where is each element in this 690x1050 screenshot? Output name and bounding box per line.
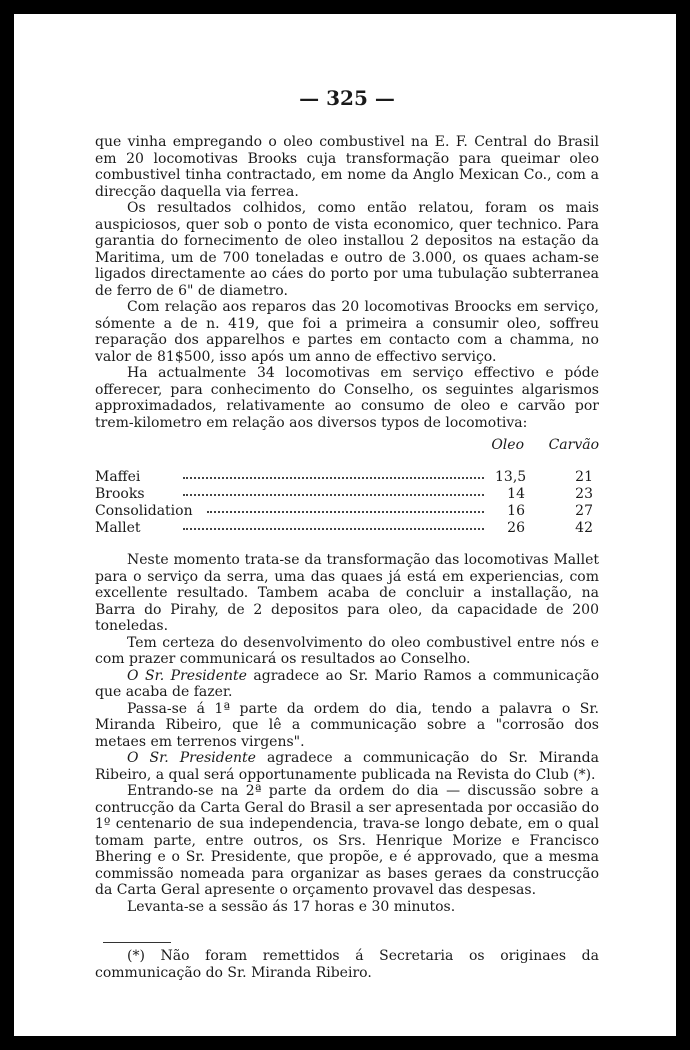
row-carvao: 42 [575, 520, 593, 536]
paragraph-3: Com relação aos reparos das 20 locomotivas Broocks em serviço, sómente a de n. 419, que foi a primeira a consumir oleo, soffreu reparação dos apparelhos e partes em contacto com a chamma, no valor de 81$500, isso após um anno de effectivo serviço. [95, 299, 599, 365]
speaker-title: O Sr. Presidente [127, 750, 256, 766]
row-oleo: 14 [507, 486, 525, 502]
dot-leader [207, 511, 484, 513]
paragraph-block-1 [95, 134, 599, 431]
table-row [95, 486, 599, 503]
paragraph-2: Os resultados colhidos, como então relatou, foram os mais auspiciosos, quer sob o ponto de vista economico, quer technico. Para garantia do fornecimento de oleo installou 2 depositos na estação da Maritima, um de 700 toneladas e outro de 3.000, os quaes acham-se ligados directamente ao cáes do porto por uma tubulação subterranea de ferro de 6" de diametro. [95, 200, 599, 299]
row-oleo: 16 [507, 503, 525, 519]
page-number: — 325 — [299, 86, 395, 110]
paragraph-5: Neste momento trata-se da transformação das locomotivas Mallet para o serviço da serra, uma das quaes já está em experiencias, com excellente resultado. Tambem acaba de concluir a installação, na Barra do Pirahy, de 2 depositos para oleo, da capacidade de 200 toneledas. [95, 552, 599, 634]
paragraph-6: Tem certeza do desenvolvimento do oleo combustivel entre nós e com prazer communicará os resultados ao Conselho. [95, 634, 599, 667]
footnote: (*) Não foram remettidos á Secretaria os originaes da communicação do Sr. Miranda Ribeiro. [95, 948, 599, 981]
paragraph-10: Entrando-se na 2ª parte da ordem do dia — discussão sobre a contrucção da Carta Geral do Brasil a ser apresentada por occasião do 1º centenario de sua independencia, trava-se longo debate, em o qual tomam parte, entre outros, os Srs. Henrique Morize e Francisco Bhering e o Sr. Presidente, que propõe, e é approvado, que a mesma commissão nomeada para organizar as bases geraes da construcção da Carta Geral apresente o orçamento provavel das despesas. [95, 783, 599, 898]
table-row [95, 520, 599, 537]
paragraph-1: que vinha empregando o oleo combustivel na E. F. Central do Brasil em 20 locomotivas Brooks cuja transformação para queimar oleo combustivel tinha contractado, em nome da Anglo Mexican Co., com a direcção daquella via ferrea. [95, 134, 599, 200]
paragraph-9-text: agradece a communicação do Sr. Miranda Ribeiro, a qual será opportunamente publicada na Revista do Club (*). [95, 750, 599, 783]
paragraph-4: Ha actualmente 34 locomotivas em serviço effectivo e póde offerecer, para conhecimento do Conselho, os seguintes algarismos approximadados, relativamente ao consumo de oleo e carvão por trem-kilometro em relação aos diversos typos de locomotiva: [95, 365, 599, 431]
table-row [95, 469, 599, 486]
speaker-title: O Sr. Presidente [127, 667, 247, 684]
page [14, 14, 676, 1036]
paragraph-7-text: agradece ao Sr. Mario Ramos a communicação que acaba de fazer. [95, 667, 600, 700]
paragraph-9 [95, 750, 599, 783]
column-header-oleo: Oleo [491, 437, 524, 453]
row-carvao: 27 [575, 503, 593, 519]
paragraph-11: Levanta-se a sessão ás 17 horas e 30 minutos. [127, 898, 456, 915]
paragraph-8: Passa-se á 1ª parte da ordem do dia, tendo a palavra o Sr. Miranda Ribeiro, que lê a communicação sobre a "corrosão dos metaes em terrenos virgens". [95, 700, 599, 750]
footnote-block [95, 948, 599, 981]
footnote-rule [103, 942, 171, 943]
column-header-carvao: Carvão [548, 437, 599, 453]
dot-leader [183, 528, 484, 530]
dot-leader [183, 494, 484, 496]
table-row [95, 503, 599, 520]
row-label: Consolidation [95, 503, 193, 519]
dot-leader [183, 477, 484, 479]
row-label: Maffei [95, 469, 141, 485]
paragraph-block-2 [95, 552, 599, 915]
row-oleo: 26 [507, 520, 525, 536]
row-oleo: 13,5 [495, 469, 527, 485]
paragraph-7 [95, 668, 599, 701]
row-carvao: 23 [575, 486, 593, 502]
row-carvao: 21 [575, 469, 593, 485]
row-label: Brooks [95, 486, 145, 502]
row-label: Mallet [95, 520, 141, 536]
